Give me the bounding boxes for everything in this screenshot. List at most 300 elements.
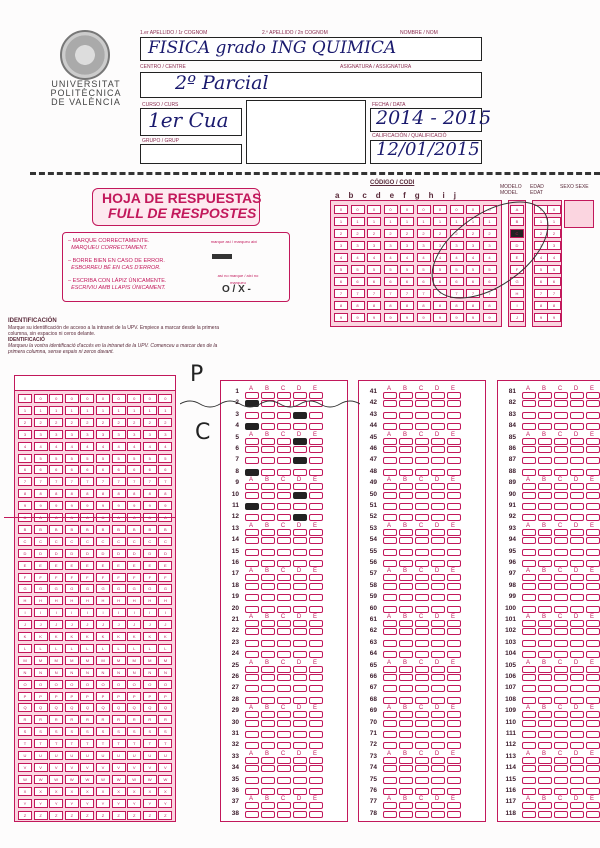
answer-bubble[interactable]: [277, 514, 291, 521]
answer-bubble[interactable]: [277, 697, 291, 704]
answer-bubble[interactable]: [415, 811, 429, 818]
ident-bubble[interactable]: B: [80, 525, 94, 534]
ident-bubble[interactable]: A: [143, 513, 157, 522]
answer-bubble[interactable]: [586, 537, 600, 544]
answer-bubble[interactable]: [538, 492, 552, 499]
answer-bubble[interactable]: [261, 457, 275, 464]
ident-bubble[interactable]: 7: [158, 477, 172, 486]
modelo-bubble[interactable]: B: [510, 217, 524, 226]
answer-bubble[interactable]: [261, 492, 275, 499]
codigo-bubble[interactable]: 8: [466, 301, 480, 310]
answer-bubble[interactable]: [522, 628, 536, 635]
answer-bubble[interactable]: [245, 777, 259, 784]
grupo-box[interactable]: [140, 144, 242, 164]
ident-bubble[interactable]: N: [127, 668, 141, 677]
modelo-bubble[interactable]: H: [510, 289, 524, 298]
answer-bubble[interactable]: [399, 423, 413, 430]
answer-bubble[interactable]: [399, 537, 413, 544]
answer-bubble[interactable]: [399, 492, 413, 499]
ident-bubble[interactable]: 6: [65, 465, 79, 474]
ident-bubble[interactable]: 4: [158, 442, 172, 451]
answer-bubble[interactable]: [522, 457, 536, 464]
answer-bubble[interactable]: [309, 537, 323, 544]
answer-bubble[interactable]: [538, 731, 552, 738]
ident-bubble[interactable]: P: [49, 692, 63, 701]
ident-bubble[interactable]: H: [127, 596, 141, 605]
codigo-bubble[interactable]: 7: [384, 289, 398, 298]
answer-bubble[interactable]: [415, 412, 429, 419]
answer-bubble[interactable]: [399, 765, 413, 772]
ident-bubble[interactable]: A: [65, 513, 79, 522]
answer-bubble[interactable]: [383, 412, 397, 419]
answer-bubble[interactable]: [522, 412, 536, 419]
answer-bubble[interactable]: [277, 583, 291, 590]
answer-bubble[interactable]: [447, 412, 461, 419]
answer-bubble[interactable]: [554, 811, 568, 818]
ident-bubble[interactable]: L: [127, 644, 141, 653]
ident-bubble[interactable]: W: [96, 775, 110, 784]
answer-bubble[interactable]: [570, 731, 584, 738]
answer-bubble[interactable]: [554, 492, 568, 499]
ident-bubble[interactable]: 9: [112, 501, 126, 510]
ident-bubble[interactable]: A: [112, 513, 126, 522]
answer-bubble[interactable]: [554, 788, 568, 795]
ident-bubble[interactable]: I: [158, 608, 172, 617]
answer-bubble[interactable]: [383, 583, 397, 590]
answer-bubble[interactable]: [261, 628, 275, 635]
ident-bubble[interactable]: E: [127, 561, 141, 570]
answer-bubble[interactable]: [570, 720, 584, 727]
ident-bubble[interactable]: D: [34, 549, 48, 558]
ident-bubble[interactable]: C: [49, 537, 63, 546]
codigo-bubble[interactable]: 8: [417, 301, 431, 310]
ident-bubble[interactable]: J: [34, 620, 48, 629]
answer-bubble[interactable]: [261, 537, 275, 544]
ident-bubble[interactable]: E: [80, 561, 94, 570]
answer-bubble[interactable]: [399, 560, 413, 567]
answer-bubble[interactable]: [570, 537, 584, 544]
ident-bubble[interactable]: 3: [80, 430, 94, 439]
answer-bubble[interactable]: [431, 674, 445, 681]
edad-bubble[interactable]: 9: [547, 313, 561, 322]
codigo-bubble[interactable]: 1: [483, 217, 497, 226]
answer-bubble[interactable]: [570, 640, 584, 647]
answer-bubble[interactable]: [293, 423, 307, 430]
answer-bubble[interactable]: [245, 423, 259, 430]
answer-bubble[interactable]: [554, 446, 568, 453]
answer-bubble[interactable]: [431, 640, 445, 647]
codigo-bubble[interactable]: 6: [384, 277, 398, 286]
ident-bubble[interactable]: Y: [34, 799, 48, 808]
answer-bubble[interactable]: [522, 742, 536, 749]
ident-bubble[interactable]: O: [65, 680, 79, 689]
answer-bubble[interactable]: [447, 742, 461, 749]
ident-bubble[interactable]: N: [34, 668, 48, 677]
answer-bubble[interactable]: [245, 674, 259, 681]
answer-bubble[interactable]: [277, 674, 291, 681]
answer-bubble[interactable]: [383, 457, 397, 464]
ident-bubble[interactable]: 1: [80, 406, 94, 415]
answer-bubble[interactable]: [415, 651, 429, 658]
modelo-bubble[interactable]: I: [510, 301, 524, 310]
answer-bubble[interactable]: [586, 400, 600, 407]
answer-bubble[interactable]: [431, 731, 445, 738]
answer-bubble[interactable]: [293, 492, 307, 499]
ident-bubble[interactable]: 1: [34, 406, 48, 415]
ident-bubble[interactable]: G: [96, 584, 110, 593]
answer-bubble[interactable]: [245, 606, 259, 613]
ident-bubble[interactable]: G: [158, 584, 172, 593]
ident-bubble[interactable]: A: [18, 513, 32, 522]
answer-bubble[interactable]: [415, 400, 429, 407]
answer-bubble[interactable]: [522, 777, 536, 784]
ident-bubble[interactable]: J: [65, 620, 79, 629]
answer-bubble[interactable]: [309, 606, 323, 613]
answer-bubble[interactable]: [293, 412, 307, 419]
answer-bubble[interactable]: [245, 811, 259, 818]
ident-bubble[interactable]: C: [158, 537, 172, 546]
ident-bubble[interactable]: Q: [18, 703, 32, 712]
codigo-bubble[interactable]: 3: [433, 241, 447, 250]
ident-bubble[interactable]: L: [96, 644, 110, 653]
codigo-bubble[interactable]: 0: [466, 205, 480, 214]
ident-bubble[interactable]: S: [65, 727, 79, 736]
answer-bubble[interactable]: [277, 765, 291, 772]
answer-bubble[interactable]: [415, 674, 429, 681]
ident-bubble[interactable]: L: [112, 644, 126, 653]
answer-bubble[interactable]: [447, 583, 461, 590]
ident-bubble[interactable]: V: [112, 763, 126, 772]
answer-bubble[interactable]: [383, 537, 397, 544]
ident-bubble[interactable]: B: [34, 525, 48, 534]
answer-bubble[interactable]: [431, 412, 445, 419]
answer-bubble[interactable]: [399, 788, 413, 795]
answer-bubble[interactable]: [431, 811, 445, 818]
ident-bubble[interactable]: Z: [143, 811, 157, 820]
ident-bubble[interactable]: 2: [143, 418, 157, 427]
ident-bubble[interactable]: 5: [158, 454, 172, 463]
ident-bubble[interactable]: M: [96, 656, 110, 665]
codigo-bubble[interactable]: 0: [417, 205, 431, 214]
codigo-bubble[interactable]: 1: [367, 217, 381, 226]
ident-bubble[interactable]: T: [158, 739, 172, 748]
ident-bubble[interactable]: Q: [80, 703, 94, 712]
codigo-bubble[interactable]: 5: [466, 265, 480, 274]
ident-bubble[interactable]: 0: [127, 394, 141, 403]
answer-bubble[interactable]: [522, 594, 536, 601]
answer-bubble[interactable]: [431, 503, 445, 510]
codigo-bubble[interactable]: 2: [466, 229, 480, 238]
ident-bubble[interactable]: 1: [18, 406, 32, 415]
answer-bubble[interactable]: [586, 469, 600, 476]
answer-bubble[interactable]: [586, 697, 600, 704]
ident-bubble[interactable]: Y: [18, 799, 32, 808]
answer-bubble[interactable]: [309, 674, 323, 681]
answer-bubble[interactable]: [538, 628, 552, 635]
ident-bubble[interactable]: 5: [65, 454, 79, 463]
edad-bubble[interactable]: 5: [547, 265, 561, 274]
answer-bubble[interactable]: [383, 560, 397, 567]
ident-bubble[interactable]: S: [143, 727, 157, 736]
ident-bubble[interactable]: J: [96, 620, 110, 629]
answer-bubble[interactable]: [522, 400, 536, 407]
ident-bubble[interactable]: L: [80, 644, 94, 653]
ident-bubble[interactable]: 8: [49, 489, 63, 498]
codigo-bubble[interactable]: 1: [334, 217, 348, 226]
ident-bubble[interactable]: 8: [65, 489, 79, 498]
codigo-bubble[interactable]: 2: [400, 229, 414, 238]
codigo-bubble[interactable]: 4: [367, 253, 381, 262]
ident-bubble[interactable]: 9: [49, 501, 63, 510]
answer-bubble[interactable]: [554, 560, 568, 567]
codigo-bubble[interactable]: 1: [384, 217, 398, 226]
ident-bubble[interactable]: D: [80, 549, 94, 558]
answer-bubble[interactable]: [538, 503, 552, 510]
codigo-bubble[interactable]: 9: [417, 313, 431, 322]
ident-bubble[interactable]: 8: [143, 489, 157, 498]
ident-bubble[interactable]: C: [112, 537, 126, 546]
answer-bubble[interactable]: [522, 811, 536, 818]
ident-bubble[interactable]: 6: [143, 465, 157, 474]
ident-bubble[interactable]: F: [112, 573, 126, 582]
ident-bubble[interactable]: 4: [143, 442, 157, 451]
ident-bubble[interactable]: L: [158, 644, 172, 653]
answer-bubble[interactable]: [538, 640, 552, 647]
answer-bubble[interactable]: [261, 742, 275, 749]
answer-bubble[interactable]: [415, 628, 429, 635]
answer-bubble[interactable]: [415, 583, 429, 590]
edad-bubble[interactable]: 8: [534, 301, 548, 310]
answer-bubble[interactable]: [554, 731, 568, 738]
ident-bubble[interactable]: J: [80, 620, 94, 629]
ident-bubble[interactable]: O: [143, 680, 157, 689]
codigo-bubble[interactable]: 4: [400, 253, 414, 262]
answer-bubble[interactable]: [431, 777, 445, 784]
ident-bubble[interactable]: J: [127, 620, 141, 629]
ident-bubble[interactable]: Y: [112, 799, 126, 808]
ident-bubble[interactable]: 2: [49, 418, 63, 427]
ident-bubble[interactable]: F: [143, 573, 157, 582]
answer-bubble[interactable]: [245, 446, 259, 453]
ident-bubble[interactable]: T: [127, 739, 141, 748]
edad-bubble[interactable]: 2: [547, 229, 561, 238]
ident-bubble[interactable]: I: [143, 608, 157, 617]
ident-bubble[interactable]: O: [18, 680, 32, 689]
answer-bubble[interactable]: [554, 697, 568, 704]
answer-bubble[interactable]: [538, 788, 552, 795]
ident-bubble[interactable]: S: [96, 727, 110, 736]
ident-bubble[interactable]: F: [65, 573, 79, 582]
ident-bubble[interactable]: G: [49, 584, 63, 593]
answer-bubble[interactable]: [554, 400, 568, 407]
ident-bubble[interactable]: K: [80, 632, 94, 641]
answer-bubble[interactable]: [415, 777, 429, 784]
answer-bubble[interactable]: [293, 537, 307, 544]
ident-bubble[interactable]: Y: [96, 799, 110, 808]
ident-bubble[interactable]: 3: [34, 430, 48, 439]
ident-bubble[interactable]: N: [18, 668, 32, 677]
answer-bubble[interactable]: [293, 560, 307, 567]
answer-bubble[interactable]: [586, 549, 600, 556]
answer-bubble[interactable]: [277, 811, 291, 818]
codigo-bubble[interactable]: 3: [367, 241, 381, 250]
answer-bubble[interactable]: [554, 594, 568, 601]
answer-bubble[interactable]: [586, 640, 600, 647]
ident-bubble[interactable]: 4: [127, 442, 141, 451]
ident-bubble[interactable]: 2: [34, 418, 48, 427]
answer-bubble[interactable]: [431, 549, 445, 556]
codigo-bubble[interactable]: 6: [433, 277, 447, 286]
ident-bubble[interactable]: D: [112, 549, 126, 558]
ident-bubble[interactable]: J: [49, 620, 63, 629]
ident-bubble[interactable]: M: [158, 656, 172, 665]
ident-bubble[interactable]: N: [49, 668, 63, 677]
ident-bubble[interactable]: I: [127, 608, 141, 617]
codigo-bubble[interactable]: 7: [483, 289, 497, 298]
modelo-bubble[interactable]: D: [510, 241, 524, 250]
answer-bubble[interactable]: [447, 503, 461, 510]
ident-bubble[interactable]: Q: [49, 703, 63, 712]
answer-bubble[interactable]: [399, 457, 413, 464]
ident-bubble[interactable]: R: [112, 715, 126, 724]
answer-bubble[interactable]: [586, 720, 600, 727]
answer-bubble[interactable]: [570, 503, 584, 510]
answer-bubble[interactable]: [261, 651, 275, 658]
ident-bubble[interactable]: 6: [96, 465, 110, 474]
edad-bubble[interactable]: 2: [534, 229, 548, 238]
answer-bubble[interactable]: [277, 560, 291, 567]
ident-bubble[interactable]: E: [65, 561, 79, 570]
ident-bubble[interactable]: I: [34, 608, 48, 617]
ident-bubble[interactable]: Q: [96, 703, 110, 712]
ident-bubble[interactable]: M: [18, 656, 32, 665]
modelo-bubble[interactable]: G: [510, 277, 524, 286]
answer-bubble[interactable]: [586, 423, 600, 430]
answer-bubble[interactable]: [586, 594, 600, 601]
ident-bubble[interactable]: T: [96, 739, 110, 748]
codigo-bubble[interactable]: 1: [466, 217, 480, 226]
edad-bubble[interactable]: 5: [534, 265, 548, 274]
answer-bubble[interactable]: [277, 537, 291, 544]
ident-bubble[interactable]: F: [127, 573, 141, 582]
answer-bubble[interactable]: [415, 514, 429, 521]
ident-bubble[interactable]: U: [34, 751, 48, 760]
answer-bubble[interactable]: [570, 811, 584, 818]
answer-bubble[interactable]: [415, 765, 429, 772]
answer-bubble[interactable]: [447, 457, 461, 464]
ident-bubble[interactable]: M: [112, 656, 126, 665]
answer-bubble[interactable]: [309, 651, 323, 658]
ident-bubble[interactable]: B: [65, 525, 79, 534]
codigo-bubble[interactable]: 9: [334, 313, 348, 322]
answer-bubble[interactable]: [586, 560, 600, 567]
answer-bubble[interactable]: [554, 777, 568, 784]
answer-bubble[interactable]: [383, 400, 397, 407]
answer-bubble[interactable]: [522, 446, 536, 453]
ident-bubble[interactable]: 6: [49, 465, 63, 474]
answer-bubble[interactable]: [277, 492, 291, 499]
answer-bubble[interactable]: [261, 674, 275, 681]
answer-bubble[interactable]: [554, 503, 568, 510]
answer-bubble[interactable]: [261, 412, 275, 419]
answer-bubble[interactable]: [538, 560, 552, 567]
answer-bubble[interactable]: [447, 674, 461, 681]
answer-bubble[interactable]: [383, 697, 397, 704]
answer-bubble[interactable]: [383, 492, 397, 499]
answer-bubble[interactable]: [399, 674, 413, 681]
ident-bubble[interactable]: H: [80, 596, 94, 605]
answer-bubble[interactable]: [399, 628, 413, 635]
ident-bubble[interactable]: 9: [80, 501, 94, 510]
answer-bubble[interactable]: [383, 606, 397, 613]
ident-bubble[interactable]: W: [18, 775, 32, 784]
answer-bubble[interactable]: [277, 549, 291, 556]
ident-bubble[interactable]: K: [18, 632, 32, 641]
answer-bubble[interactable]: [522, 503, 536, 510]
answer-bubble[interactable]: [570, 560, 584, 567]
ident-bubble[interactable]: N: [112, 668, 126, 677]
answer-bubble[interactable]: [245, 731, 259, 738]
ident-bubble[interactable]: W: [127, 775, 141, 784]
answer-bubble[interactable]: [447, 788, 461, 795]
ident-bubble[interactable]: E: [49, 561, 63, 570]
answer-bubble[interactable]: [277, 731, 291, 738]
ident-bubble[interactable]: D: [143, 549, 157, 558]
answer-bubble[interactable]: [586, 514, 600, 521]
ident-bubble[interactable]: 1: [96, 406, 110, 415]
answer-bubble[interactable]: [399, 731, 413, 738]
answer-bubble[interactable]: [431, 514, 445, 521]
answer-bubble[interactable]: [383, 503, 397, 510]
ident-bubble[interactable]: Q: [34, 703, 48, 712]
answer-bubble[interactable]: [415, 469, 429, 476]
ident-bubble[interactable]: E: [112, 561, 126, 570]
ident-bubble[interactable]: O: [49, 680, 63, 689]
ident-bubble[interactable]: Z: [34, 811, 48, 820]
ident-bubble[interactable]: H: [158, 596, 172, 605]
ident-bubble[interactable]: 0: [158, 394, 172, 403]
answer-bubble[interactable]: [293, 651, 307, 658]
answer-bubble[interactable]: [309, 446, 323, 453]
answer-bubble[interactable]: [245, 742, 259, 749]
codigo-bubble[interactable]: 9: [351, 313, 365, 322]
ident-bubble[interactable]: 6: [112, 465, 126, 474]
codigo-bubble[interactable]: 2: [367, 229, 381, 238]
ident-bubble[interactable]: P: [96, 692, 110, 701]
answer-bubble[interactable]: [383, 446, 397, 453]
answer-bubble[interactable]: [431, 594, 445, 601]
answer-bubble[interactable]: [538, 651, 552, 658]
ident-bubble[interactable]: E: [34, 561, 48, 570]
ident-bubble[interactable]: Y: [143, 799, 157, 808]
ident-bubble[interactable]: U: [143, 751, 157, 760]
answer-bubble[interactable]: [415, 697, 429, 704]
ident-bubble[interactable]: 1: [127, 406, 141, 415]
answer-bubble[interactable]: [277, 594, 291, 601]
answer-bubble[interactable]: [399, 697, 413, 704]
ident-bubble[interactable]: 2: [18, 418, 32, 427]
answer-bubble[interactable]: [586, 446, 600, 453]
ident-bubble[interactable]: 2: [158, 418, 172, 427]
ident-bubble[interactable]: I: [96, 608, 110, 617]
codigo-bubble[interactable]: 5: [351, 265, 365, 274]
answer-bubble[interactable]: [586, 788, 600, 795]
answer-bubble[interactable]: [447, 514, 461, 521]
answer-bubble[interactable]: [261, 720, 275, 727]
edad-bubble[interactable]: 6: [547, 277, 561, 286]
codigo-bubble[interactable]: 6: [400, 277, 414, 286]
codigo-bubble[interactable]: 8: [367, 301, 381, 310]
